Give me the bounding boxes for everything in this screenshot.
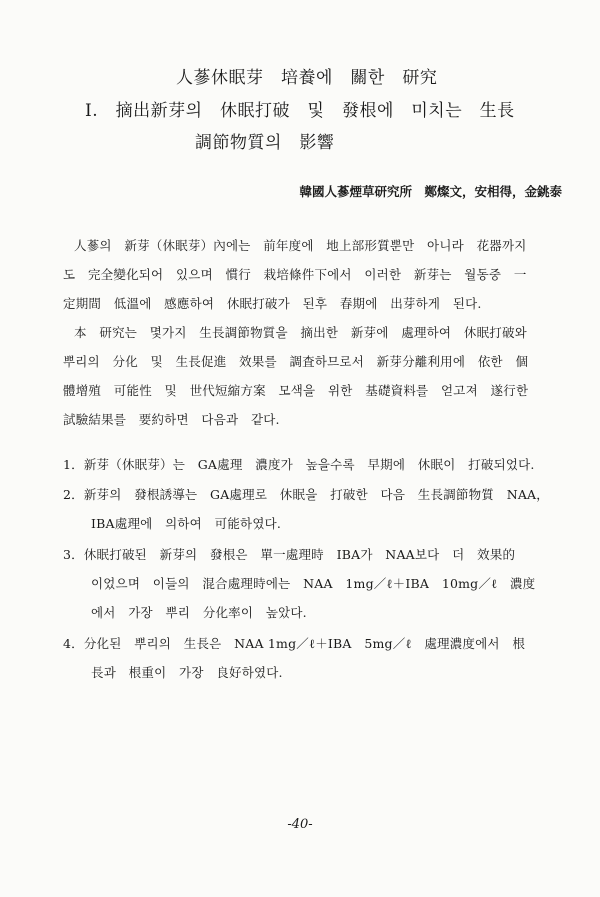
result-item-3-cont: 에서 가장 뿌리 分化率이 높았다. (91, 605, 307, 620)
result-item-4-cont: 長과 根重이 가장 良好하였다. (91, 665, 283, 680)
intro-line: 體增殖 可能性 및 世代短縮方案 모색을 위한 基礎資料를 얻고져 遂行한 (63, 383, 529, 398)
result-item-3: 3．休眠打破된 新芽의 發根은 單一處理時 IBA가 NAA보다 더 效果的 (63, 547, 516, 562)
intro-line: 本 研究는 몇가지 生長調節物質을 摘出한 新芽에 處理하여 休眠打破와 (74, 325, 527, 340)
intro-line: 人蔘의 新芽（休眠芽）內에는 前年度에 地上部形質뿐만 아니라 花器까지 (74, 238, 527, 253)
title-line-3: 調節物質의 影響 (195, 133, 335, 153)
intro-line: 도 完全變化되어 있으며 慣行 栽培條件下에서 이러한 新芽는 월동중 一 (63, 267, 527, 282)
result-item-1: 1．新芽（休眠芽）는 GA處理 濃度가 높을수록 早期에 休眠이 打破되었다. (63, 457, 535, 472)
result-item-2-cont: IBA處理에 의하여 可能하였다. (91, 516, 282, 531)
intro-line: 뿌리의 分化 및 生長促進 效果를 調査하므로서 新芽分離利用에 依한 個 (63, 354, 529, 369)
title-line-2: I. 摘出新芽의 休眠打破 및 發根에 미치는 生長 (85, 101, 515, 121)
intro-line: 定期間 低溫에 感應하여 休眠打破가 된후 春期에 出芽하게 된다. (63, 296, 482, 311)
page-number: -40- (287, 817, 313, 832)
result-item-4: 4．分化된 뿌리의 生長은 NAA 1mg／ℓ＋IBA 5mg／ℓ 處理濃度에서 根 (63, 636, 526, 651)
result-item-3-cont: 이었으며 이들의 混合處理時에는 NAA 1mg／ℓ＋IBA 10mg／ℓ 濃度 (91, 576, 536, 591)
result-item-2: 2．新芽의 發根誘導는 GA處理로 休眠을 打破한 다음 生長調節物質 NAA， (63, 487, 549, 502)
title-line-1: 人蔘休眠芽 培養에 關한 研究 (176, 68, 438, 88)
intro-line: 試驗結果를 要約하면 다음과 같다. (63, 412, 280, 427)
authors: 韓國人蔘煙草研究所 鄭燦文，安相得，金銚泰 (299, 184, 562, 199)
